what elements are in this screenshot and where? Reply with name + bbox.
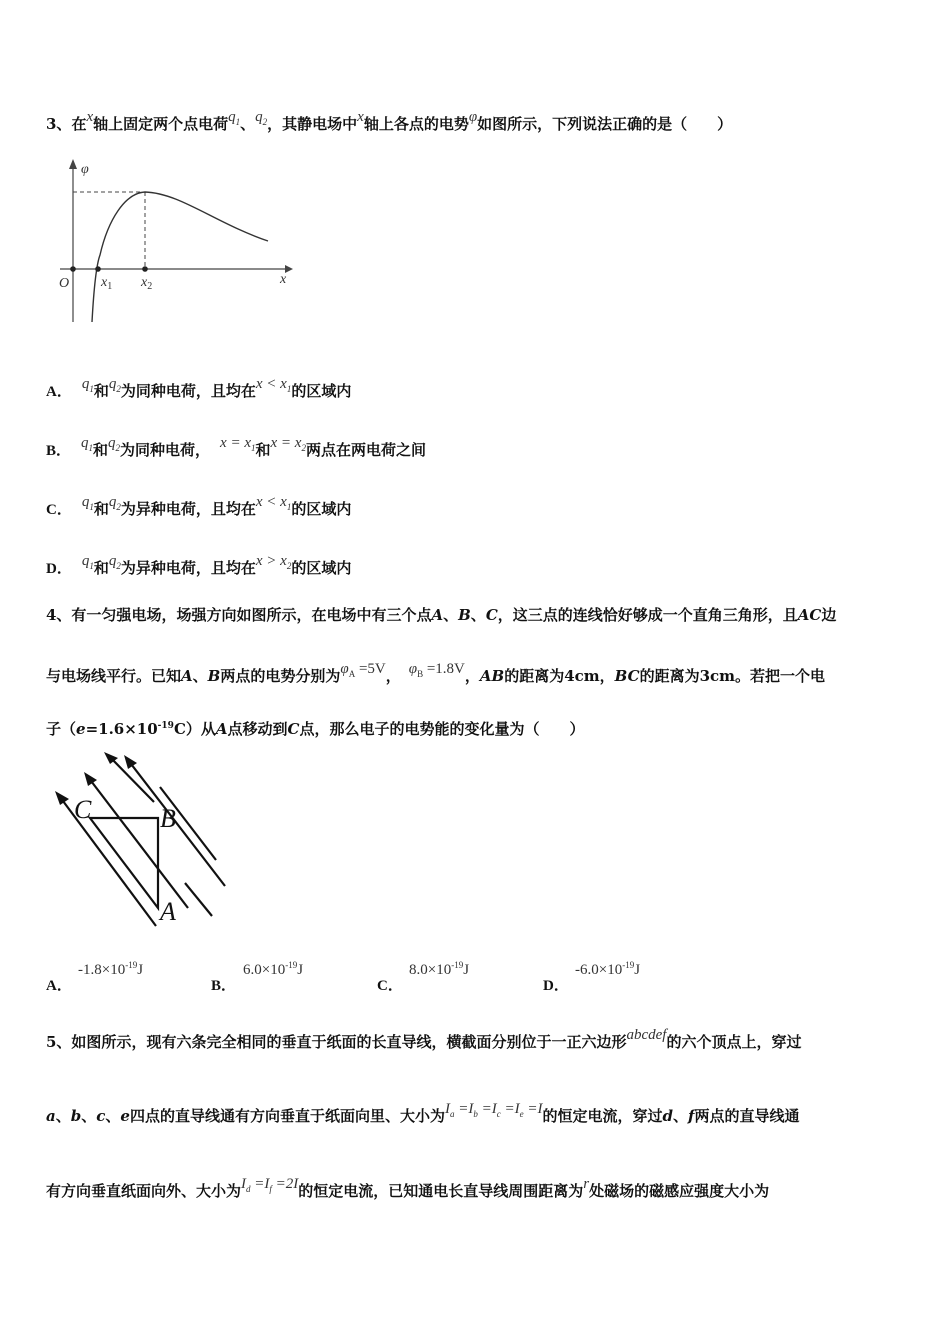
q4-stem-line1: 4、有一匀强电场，场强方向如图所示，在电场中有三个点A、B、C，这三点的连线恰好够成一个直角三角形，且AC边 [46,606,837,624]
field-line-2 [128,760,225,886]
q4-stem-line3: 子$(e=1.6\times 10^{-19}C)$从A点移动到C点，那么电子的电势能的变化量为（ ） [46,720,585,738]
q3-stem: 3、在x轴上固定两个点电荷$q_1$、$q_2$，其静电场中x轴上各点的电势φ如图所示，下列说法正确的是（ ） [46,109,733,133]
x-label: x [280,272,287,287]
origin-label: O [59,276,70,291]
field-arrow-2 [124,755,137,769]
q4-stem-line2: 与电场线平行。已知A、B两点的电势分别为$\varphi_A =5V$， $\varphi_B =1.8V$，AB的距离为4cm，BC的距离为3cm。若把一个电 [46,661,826,685]
q3-option-b: B． $q_1$和$q_2$为同种电荷， $x = x_1$和$x = x_2$两点在两电荷之间 [46,435,426,459]
x1-label: $x_1$ [101,275,113,292]
q5-stem-line2: a、b、c、e四点的直导线通有方向垂直于纸面向里、大小为$I_a =I_b =I_c =I_e =I$的恒定电流，穿过d、f两点的直导线通 [46,1101,800,1125]
label-b: B [160,804,176,833]
q5-stem-line1: 5、如图所示，现有六条完全相同的垂直于纸面的长直导线，横截面分别位于一正六边形abcdef的六个顶点上，穿过 [46,1027,802,1051]
triangle-abc [90,818,158,908]
field-line-3 [88,777,188,908]
field-arrow-3 [84,772,97,786]
y-axis-arrow [69,159,77,169]
label-a: A [160,897,176,926]
label-c: C [74,795,92,824]
q3-option-c: C． $q_1$和$q_2$为异种电荷，且均在$x < x_1$的区域内 [46,494,352,518]
q5-stem-line3: 有方向垂直纸面向外、大小为$I_d =I_f =2I$的恒定电流，已知通电长直导线周围距离为r处磁场的磁感应强度大小为 [46,1176,770,1200]
field-line-6 [185,883,212,916]
field-arrow-4 [55,791,69,805]
field-diagram [48,752,233,932]
potential-graph [50,155,300,325]
x2-dot [142,266,148,272]
q3-option-a: A． $q_1$和$q_2$为同种电荷，且均在$x < x_1$的区域内 [46,376,352,400]
potential-curve [92,192,268,322]
origin-dot [70,266,76,272]
phi-label: φ [81,162,89,177]
x1-dot [95,266,101,272]
q3-option-d: D． $q_1$和$q_2$为异种电荷，且均在$x > x_2$的区域内 [46,553,352,577]
x2-label: $x_2$ [141,275,153,292]
